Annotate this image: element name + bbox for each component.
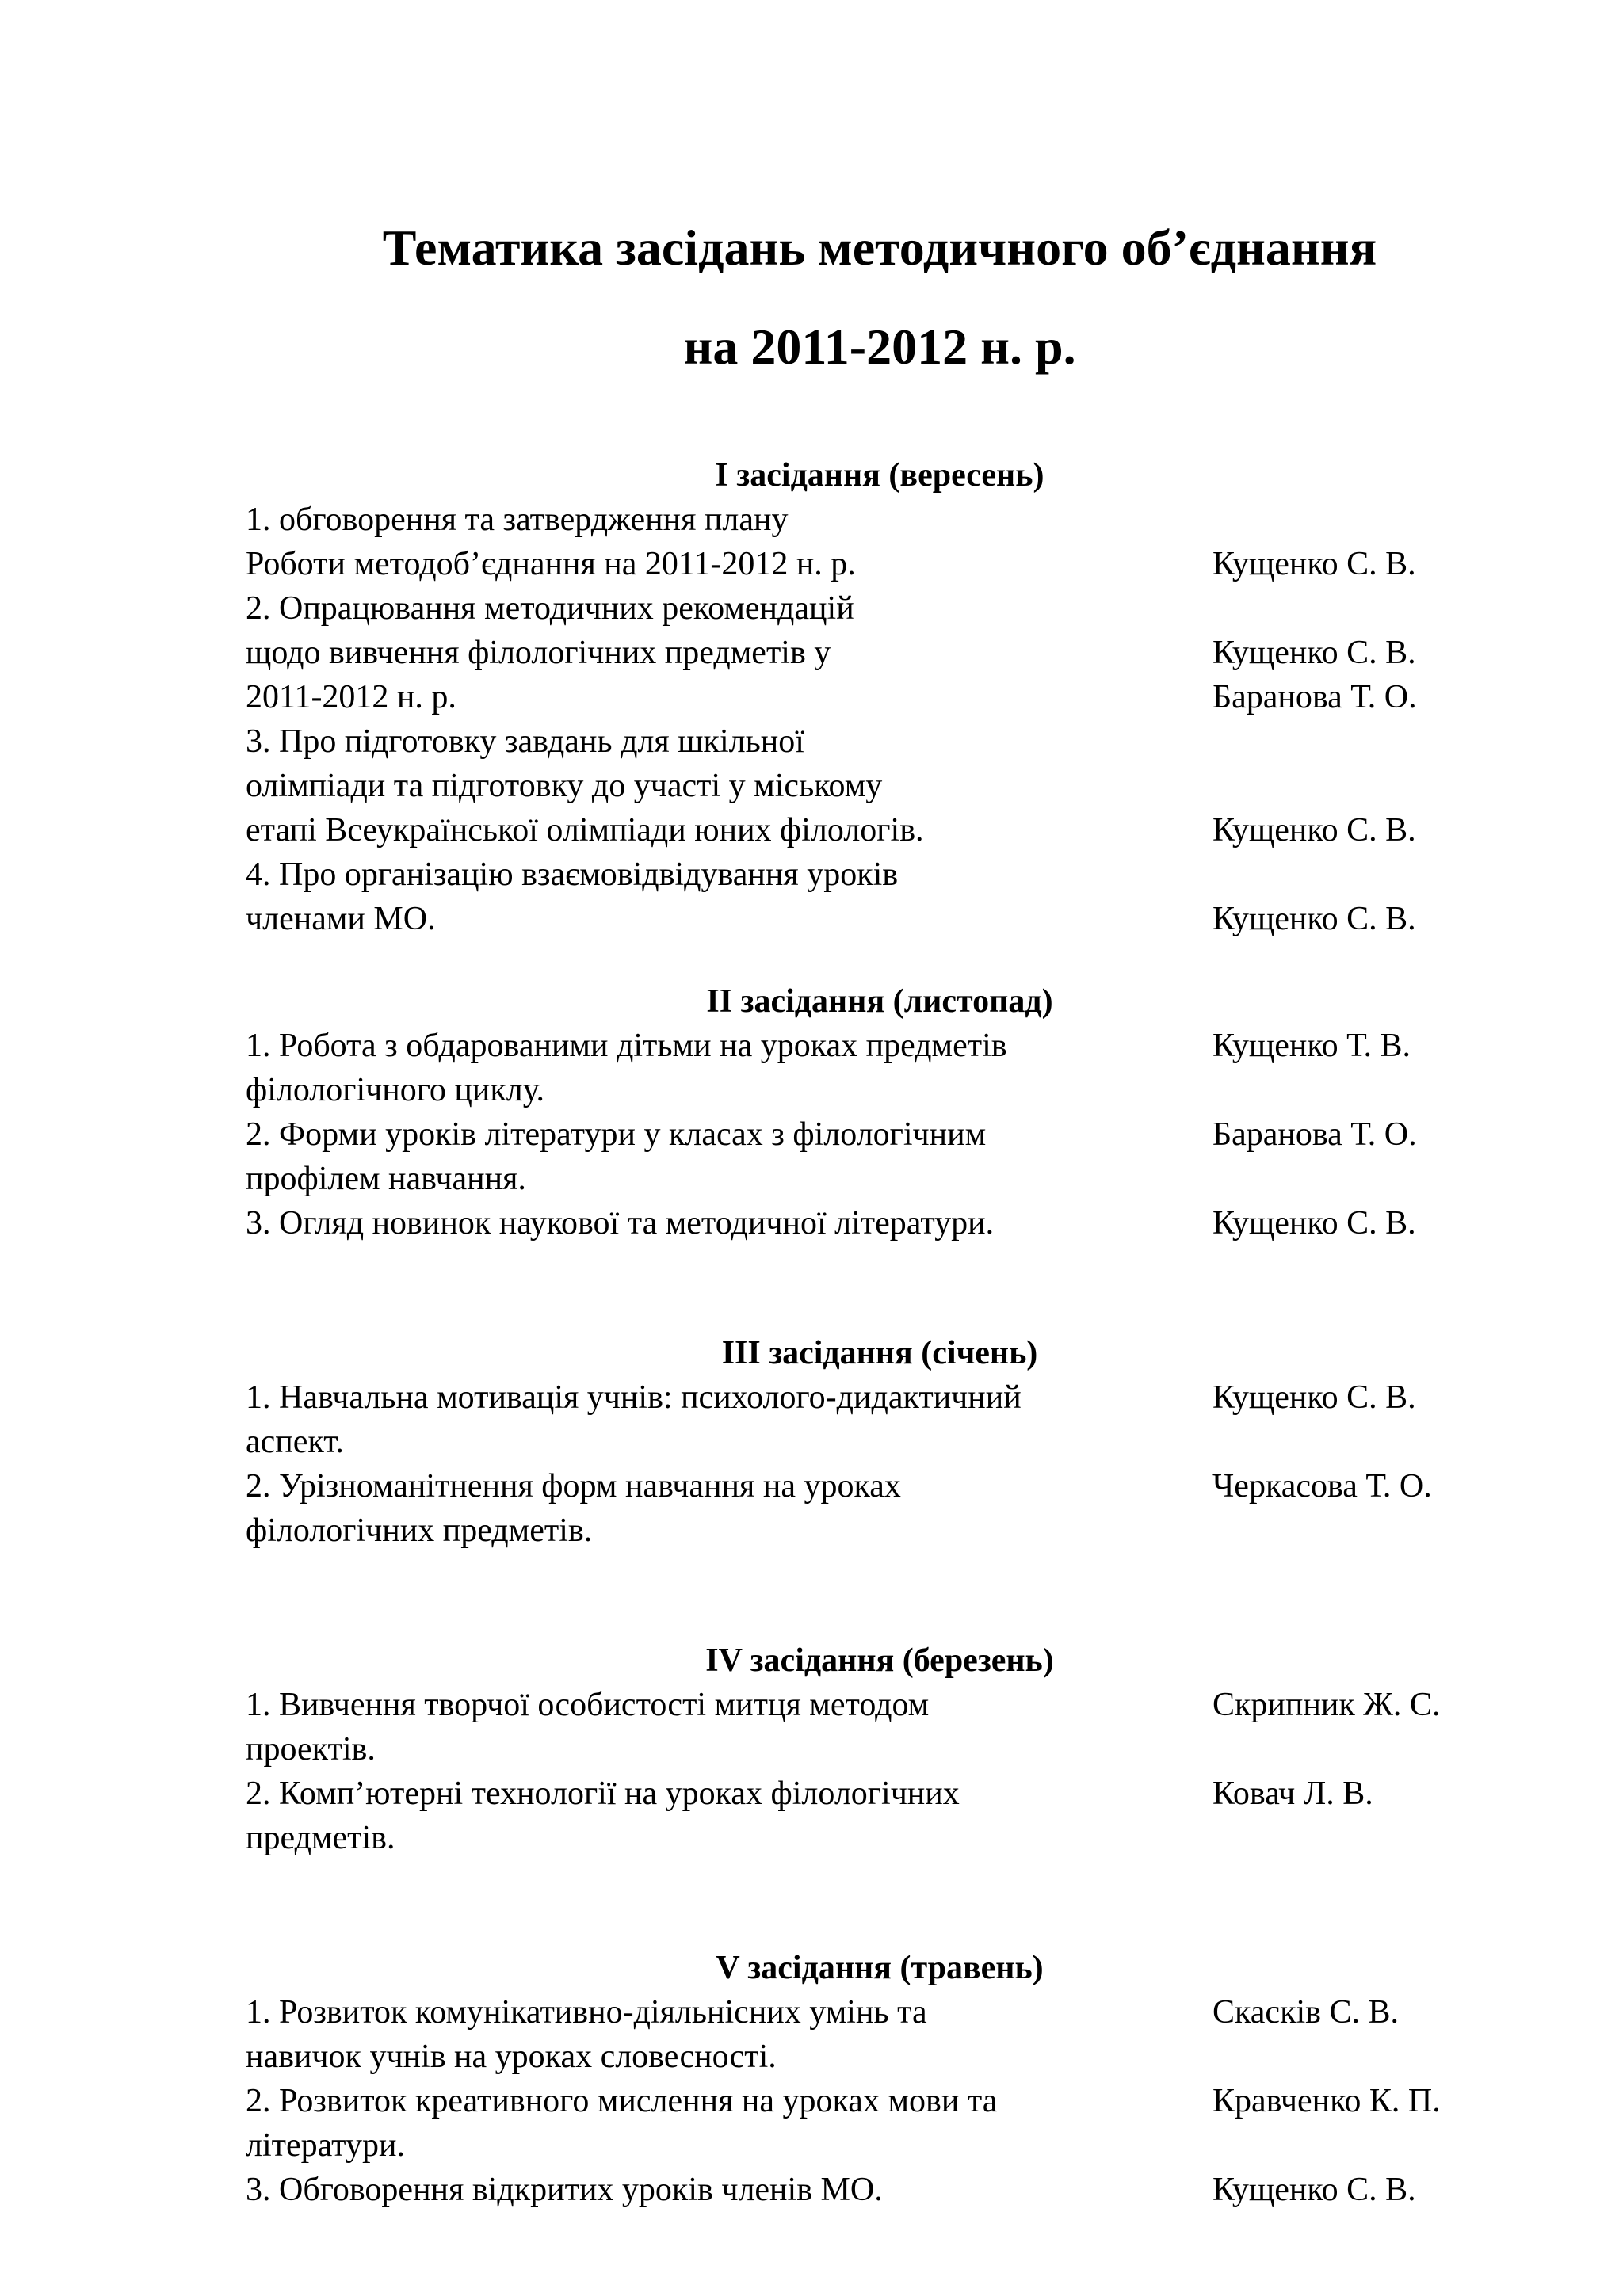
document-title-line-1: Тематика засідань методичного об’єднання bbox=[382, 219, 1377, 276]
section-text-line: 1. обговорення та затвердження плану bbox=[246, 502, 789, 538]
responsible-person: Кущенко С. В. bbox=[1212, 1205, 1416, 1241]
section-heading: IV засідання (березень) bbox=[705, 1642, 1054, 1679]
section-text-line: філологічного циклу. bbox=[246, 1072, 545, 1108]
section-text-line: 1. Розвиток комунікативно-діяльнісних умінь та bbox=[246, 1994, 927, 2031]
responsible-person: Кущенко С. В. bbox=[1212, 2172, 1416, 2208]
section-text-line: 1. Вивчення творчої особистості митця методом bbox=[246, 1687, 930, 1723]
responsible-person: Кущенко С. В. bbox=[1212, 635, 1416, 671]
responsible-person: Кущенко Т. В. bbox=[1212, 1028, 1411, 1064]
section-heading: ІІІ засідання (січень) bbox=[721, 1335, 1038, 1371]
section-text-line: навичок учнів на уроках словесності. bbox=[246, 2039, 777, 2075]
responsible-person: Черкасова Т. О. bbox=[1212, 1468, 1432, 1505]
section-text-line: олімпіади та підготовку до участі у міському bbox=[246, 768, 883, 804]
section-heading: ІІ засідання (листопад) bbox=[706, 983, 1053, 1020]
section-text-line: 2. Розвиток креативного мислення на уроках мови та bbox=[246, 2083, 998, 2119]
responsible-person: Скасків С. В. bbox=[1212, 1994, 1399, 2031]
section-text-line: предметів. bbox=[246, 1820, 395, 1856]
section-heading: І засідання (вересень) bbox=[715, 457, 1044, 494]
responsible-person: Скрипник Ж. С. bbox=[1212, 1687, 1441, 1723]
section-text-line: профілем навчання. bbox=[246, 1161, 526, 1197]
section-text-line: Роботи методоб’єднання на 2011-2012 н. р. bbox=[246, 546, 856, 582]
section-text-line: 2. Урізноманітнення форм навчання на уроках bbox=[246, 1468, 901, 1505]
section-text-line: аспект. bbox=[246, 1424, 344, 1460]
section-text-line: 2. Форми уроків літератури у класах з філологічним bbox=[246, 1116, 987, 1153]
section-text-line: 2. Опрацювання методичних рекомендацій bbox=[246, 590, 854, 627]
responsible-person: Кущенко С. В. bbox=[1212, 812, 1416, 849]
section-text-line: етапі Всеукраїнської олімпіади юних філологів. bbox=[246, 812, 924, 849]
section-text-line: 1. Навчальна мотивація учнів: психолого-дидактичний bbox=[246, 1379, 1022, 1416]
section-heading: V засідання (травень) bbox=[716, 1950, 1044, 1986]
section-text-line: проектів. bbox=[246, 1731, 376, 1768]
section-text-line: 2011-2012 н. р. bbox=[246, 679, 456, 715]
section-text-line: 4. Про організацію взаємовідвідування уроків bbox=[246, 856, 899, 893]
section-text-line: 1. Робота з обдарованими дітьми на уроках предметів bbox=[246, 1028, 1007, 1064]
section-text-line: літератури. bbox=[246, 2127, 405, 2164]
responsible-person: Кущенко С. В. bbox=[1212, 1379, 1416, 1416]
section-text-line: 2. Комп’ютерні технології на уроках філологічних bbox=[246, 1775, 960, 1812]
section-text-line: членами МО. bbox=[246, 901, 436, 937]
responsible-person: Кравченко К. П. bbox=[1212, 2083, 1441, 2119]
section-text-line: щодо вивчення філологічних предметів у bbox=[246, 635, 831, 671]
responsible-person: Баранова Т. О. bbox=[1212, 679, 1417, 715]
section-text-line: 3. Обговорення відкритих уроків членів МО. bbox=[246, 2172, 883, 2208]
responsible-person: Баранова Т. О. bbox=[1212, 1116, 1417, 1153]
section-text-line: 3. Про підготовку завдань для шкільної bbox=[246, 723, 804, 760]
responsible-person: Ковач Л. В. bbox=[1212, 1775, 1373, 1812]
section-text-line: 3. Огляд новинок наукової та методичної літератури. bbox=[246, 1205, 995, 1241]
section-text-line: філологічних предметів. bbox=[246, 1512, 593, 1549]
responsible-person: Кущенко С. В. bbox=[1212, 901, 1416, 937]
document-title-line-2: на 2011-2012 н. р. bbox=[683, 318, 1076, 375]
responsible-person: Кущенко С. В. bbox=[1212, 546, 1416, 582]
